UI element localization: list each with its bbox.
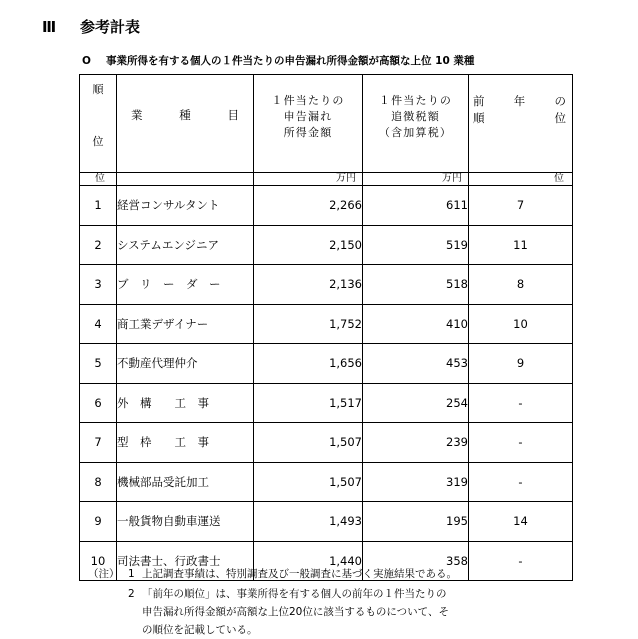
- rank-cell: 4: [80, 304, 117, 344]
- income-cell: 1,517: [254, 383, 363, 423]
- header-tax-line: （含加算税）: [378, 126, 453, 139]
- table-row-1: [80, 186, 573, 226]
- industry-cell: 機械部品受託加工: [117, 462, 254, 502]
- header-industry-char: 目: [227, 108, 239, 122]
- tax-cell: 254: [363, 383, 469, 423]
- previous-rank-cell: 14: [469, 502, 573, 542]
- rank-cell: 2: [80, 225, 117, 265]
- header-tax-line: １件当たりの: [378, 94, 453, 107]
- industry-cell: システムエンジニア: [117, 225, 254, 265]
- tax-cell: 410: [363, 304, 469, 344]
- header-rank-bottom: 位: [92, 135, 104, 148]
- income-cell: 2,150: [254, 225, 363, 265]
- previous-rank-cell: 10: [469, 304, 573, 344]
- section-title: 参考計表: [80, 18, 141, 36]
- unit-industry: [117, 173, 254, 186]
- unit-row: [80, 173, 573, 186]
- rank-cell: 3: [80, 265, 117, 305]
- header-tax: [363, 75, 469, 173]
- previous-rank-cell: -: [469, 541, 573, 581]
- income-cell: 2,266: [254, 186, 363, 226]
- table-row-8: [80, 462, 573, 502]
- section-number: Ⅲ: [42, 18, 57, 36]
- table-row-6: [80, 383, 573, 423]
- industry-cell: 経営コンサルタント: [117, 186, 254, 226]
- tax-cell: 319: [363, 462, 469, 502]
- header-prev-char: の: [554, 94, 566, 108]
- footnote-label: （注）: [88, 568, 120, 580]
- tax-cell: 453: [363, 344, 469, 384]
- caption-text: 事業所得を有する個人の１件当たりの申告漏れ所得金額が高額な上位 10 業種: [106, 55, 475, 67]
- header-income-line: 申告漏れ: [283, 110, 333, 123]
- footnote-2: [88, 585, 457, 603]
- header-rank-top: 順: [92, 83, 104, 96]
- tax-cell: 195: [363, 502, 469, 542]
- footnote-1: [88, 565, 457, 583]
- rank-cell: 9: [80, 502, 117, 542]
- industry-cell: 外 構 工 事: [117, 383, 254, 423]
- income-cell: 1,507: [254, 462, 363, 502]
- header-rank: [80, 75, 117, 173]
- header-income: [254, 75, 363, 173]
- table-row-9: [80, 502, 573, 542]
- previous-rank-cell: 9: [469, 344, 573, 384]
- rank-cell: 1: [80, 186, 117, 226]
- industry-cell: 一般貨物自動車運送: [117, 502, 254, 542]
- rank-cell: 5: [80, 344, 117, 384]
- header-previous-rank: [469, 75, 573, 173]
- rank-cell: 8: [80, 462, 117, 502]
- tax-cell: 611: [363, 186, 469, 226]
- header-industry: [117, 75, 254, 173]
- footnote-number: 2: [128, 588, 135, 600]
- header-income-line: １件当たりの: [271, 94, 345, 107]
- rank-cell: 10: [80, 541, 117, 581]
- header-tax-line: 追徴税額: [391, 110, 440, 123]
- industry-cell: 型 枠 工 事: [117, 423, 254, 463]
- header-prev-char: 位: [554, 111, 566, 125]
- industry-cell: 司法書士、行政書士: [117, 541, 254, 581]
- table-row-5: [80, 344, 573, 384]
- unit-income: 万円: [254, 173, 363, 186]
- income-cell: 1,493: [254, 502, 363, 542]
- table-row-7: [80, 423, 573, 463]
- section-heading: [42, 16, 140, 37]
- footnote-2-cont: の順位を記載している。: [142, 624, 258, 636]
- previous-rank-cell: -: [469, 383, 573, 423]
- income-cell: 1,656: [254, 344, 363, 384]
- header-industry-char: 業: [131, 108, 143, 122]
- tax-cell: 519: [363, 225, 469, 265]
- industry-cell: ブ リ ー ダ ー: [117, 265, 254, 305]
- header-prev-char: 年: [513, 94, 526, 108]
- footnote-number: 1: [128, 568, 135, 580]
- income-cell: 1,507: [254, 423, 363, 463]
- header-industry-char: 種: [179, 108, 191, 122]
- tax-cell: 518: [363, 265, 469, 305]
- table-row-3: [80, 265, 573, 305]
- industry-cell: 商工業デザイナー: [117, 304, 254, 344]
- previous-rank-cell: 11: [469, 225, 573, 265]
- table-body: [80, 186, 573, 581]
- income-cell: 1,440: [254, 541, 363, 581]
- rank-cell: 6: [80, 383, 117, 423]
- header-prev-char: 前: [473, 94, 485, 108]
- footnote-text: 「前年の順位」は、事業所得を有する個人の前年の１件当たりの: [142, 588, 447, 600]
- caption-bullet: O: [82, 55, 91, 67]
- rank-cell: 7: [80, 423, 117, 463]
- header-row: [80, 75, 573, 173]
- unit-rank: 位: [80, 173, 117, 186]
- previous-rank-cell: -: [469, 462, 573, 502]
- previous-rank-cell: 7: [469, 186, 573, 226]
- previous-rank-cell: 8: [469, 265, 573, 305]
- tax-cell: 239: [363, 423, 469, 463]
- previous-rank-cell: -: [469, 423, 573, 463]
- footnote-text: 上記調査事績は、特別調査及び一般調査に基づく実施結果である。: [142, 568, 457, 580]
- table-row-4: [80, 304, 573, 344]
- header-income-line: 所得金額: [283, 126, 333, 139]
- income-cell: 2,136: [254, 265, 363, 305]
- income-cell: 1,752: [254, 304, 363, 344]
- footnote-2-cont: 申告漏れ所得金額が高額な上位20位に該当するものについて、そ: [142, 606, 449, 618]
- header-prev-char: 順: [473, 111, 485, 125]
- table-caption: [82, 53, 474, 68]
- footnotes: [88, 565, 457, 639]
- unit-tax: 万円: [363, 173, 469, 186]
- ranking-table: [79, 74, 573, 581]
- table-row-2: [80, 225, 573, 265]
- industry-cell: 不動産代理仲介: [117, 344, 254, 384]
- tax-cell: 358: [363, 541, 469, 581]
- unit-prev: 位: [469, 173, 573, 186]
